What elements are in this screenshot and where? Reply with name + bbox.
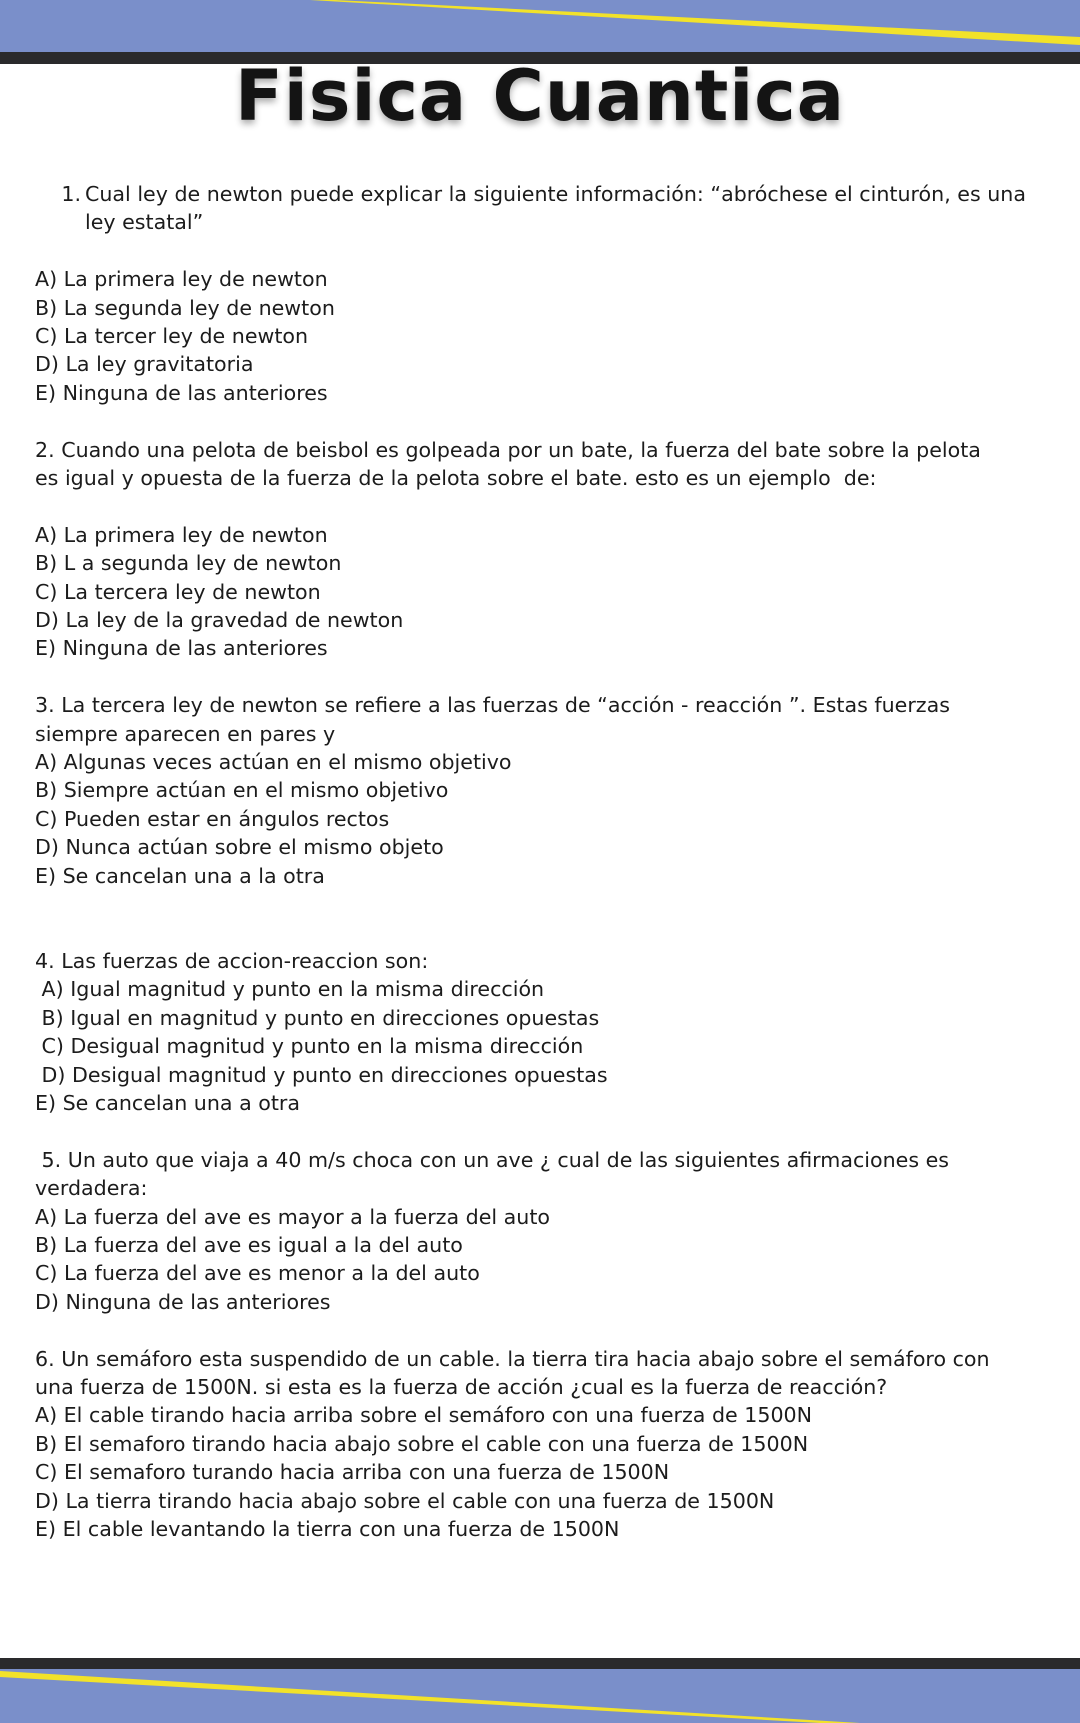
question-1 — [35, 180, 1035, 407]
answer-option: C) La tercera ley de newton — [35, 579, 321, 604]
answer-option: E) Ninguna de las anteriores — [35, 380, 328, 405]
quiz-content — [35, 180, 1035, 1543]
answer-option: A) La primera ley de newton — [35, 267, 328, 292]
question-text: Cual ley de newton puede explicar la siguiente información: “abróchese el cinturón, es una ley estatal” — [85, 182, 1026, 235]
answer-option: B) La fuerza del ave es igual a la del auto — [35, 1232, 463, 1257]
answer-option: D) La tierra tirando hacia abajo sobre el cable con una fuerza de 1500N — [35, 1488, 775, 1513]
question-text: 3. La tercera ley de newton se refiere a las fuerzas de “acción - reacción ”. Estas fuerzas — [35, 693, 950, 718]
answer-option: D) La ley de la gravedad de newton — [35, 608, 404, 633]
answer-option: E) Ninguna de las anteriores — [35, 636, 328, 661]
question-text: es igual y opuesta de la fuerza de la pelota sobre el bate. esto es un ejemplo de: — [35, 466, 877, 491]
question-text: verdadera: — [35, 1176, 148, 1201]
question-text: 4. Las fuerzas de accion-reaccion son: — [35, 948, 429, 973]
answer-option: C) La fuerza del ave es menor a la del auto — [35, 1261, 480, 1286]
answer-option: A) Algunas veces actúan en el mismo objetivo — [35, 750, 512, 775]
question-3 — [35, 691, 1035, 890]
question-4 — [35, 947, 1035, 1117]
answer-option: C) El semaforo turando hacia arriba con una fuerza de 1500N — [35, 1460, 670, 1485]
answer-option: C) Pueden estar en ángulos rectos — [35, 806, 390, 831]
answer-option: C) Desigual magnitud y punto en la misma dirección — [35, 1034, 584, 1059]
answer-option: D) Ninguna de las anteriores — [35, 1289, 331, 1314]
answer-option: A) La fuerza del ave es mayor a la fuerza del auto — [35, 1204, 551, 1229]
answer-option: B) La segunda ley de newton — [35, 295, 335, 320]
answer-option: B) L a segunda ley de newton — [35, 551, 342, 576]
answer-option: C) La tercer ley de newton — [35, 324, 309, 349]
question-text: una fuerza de 1500N. si esta es la fuerza de acción ¿cual es la fuerza de reacción? — [35, 1374, 888, 1399]
question-text: 5. Un auto que viaja a 40 m/s choca con un ave ¿ cual de las siguientes afirmaciones es — [35, 1147, 950, 1172]
answer-option: A) La primera ley de newton — [35, 522, 328, 547]
question-5 — [35, 1146, 1035, 1316]
bottom-decorative-band — [0, 1658, 1080, 1723]
question-6 — [35, 1345, 1035, 1544]
question-number: 1. — [61, 182, 81, 206]
answer-option: D) La ley gravitatoria — [35, 352, 254, 377]
answer-option: D) Nunca actúan sobre el mismo objeto — [35, 835, 444, 860]
answer-option: A) El cable tirando hacia arriba sobre el semáforo con una fuerza de 1500N — [35, 1403, 813, 1428]
question-text: 6. Un semáforo esta suspendido de un cable. la tierra tira hacia abajo sobre el semáforo con — [35, 1346, 990, 1371]
answer-option: E) Se cancelan una a otra — [35, 1090, 301, 1115]
question-text: siempre aparecen en pares y — [35, 721, 336, 746]
answer-option: E) Se cancelan una a la otra — [35, 863, 325, 888]
answer-option: B) Siempre actúan en el mismo objetivo — [35, 778, 449, 803]
answer-option: E) El cable levantando la tierra con una fuerza de 1500N — [35, 1516, 620, 1541]
question-2 — [35, 436, 1035, 663]
question-text: 2. Cuando una pelota de beisbol es golpeada por un bate, la fuerza del bate sobre la pelota — [35, 437, 981, 462]
answer-option: A) Igual magnitud y punto en la misma dirección — [35, 977, 545, 1002]
page-title: Fisica Cuantica — [234, 55, 846, 137]
answer-option: B) El semaforo tirando hacia abajo sobre el cable con una fuerza de 1500N — [35, 1431, 809, 1456]
answer-option: B) Igual en magnitud y punto en direcciones opuestas — [35, 1005, 600, 1030]
answer-option: D) Desigual magnitud y punto en direcciones opuestas — [35, 1062, 608, 1087]
